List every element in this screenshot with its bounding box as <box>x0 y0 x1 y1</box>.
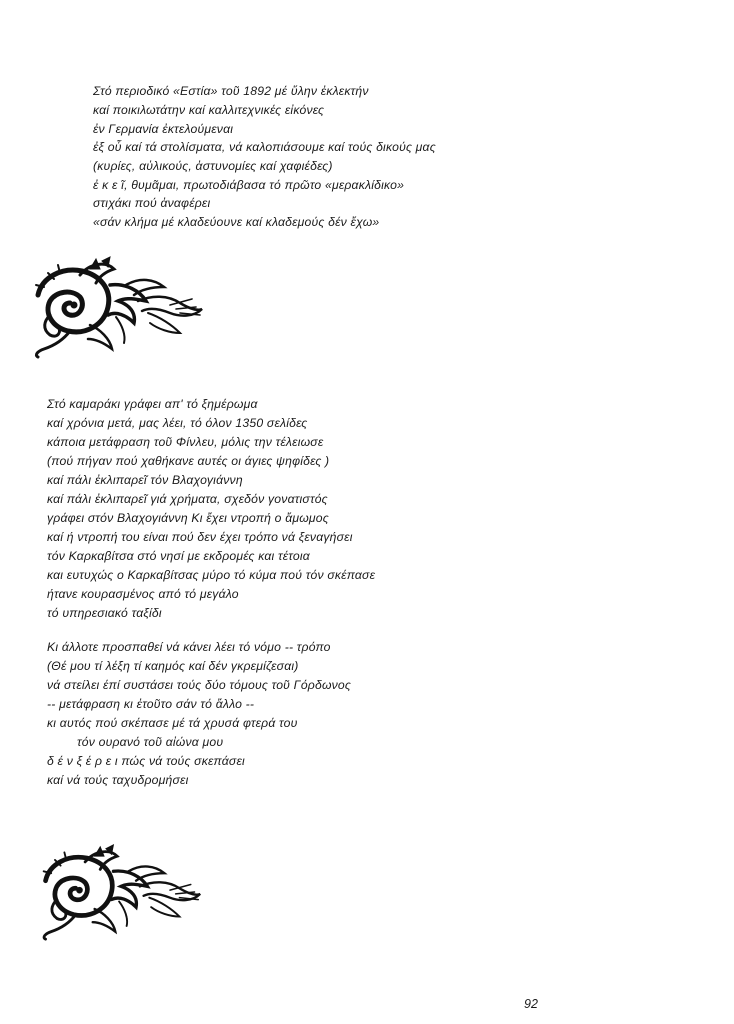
text-line: ἐξ οὗ καί τά στολίσματα, νά καλοπιάσουμε καί τούς δικούς μας <box>93 140 436 154</box>
text-line: καί πάλι ἐκλιπαρεῖ τόν Βλαχογιάννη <box>47 473 243 487</box>
page-number: 92 <box>524 997 538 1011</box>
text-line: νά στείλει έπί συστάσει τούς δύο τόμους τοῦ Γόρδωνος <box>47 678 352 692</box>
text-line: γράφει στόν Βλαχογιάννη Κι ἔχει ντροπή ο ἄμωμος <box>47 511 329 525</box>
text-line: καί χρόνια μετά, μας λέει, τό όλον 1350 σελίδες <box>47 416 308 430</box>
text-line: τόν ουρανό τοῦ αἰώνα μου <box>77 735 224 749</box>
text-line: ἐ κ ε ῖ, θυμᾶμαι, πρωτοδιάβασα τό πρῶτο «μερακλίδικο» <box>93 178 405 192</box>
text-line: και ευτυχώς ο Καρκαβίτσας μύρο τό κύμα πού τόν σκέπασε <box>47 568 376 582</box>
text-line: (Θέ μου τί λέξη τί καημός καί δέν γκρεμίζεσαι) <box>47 659 299 673</box>
text-line: καί ποικιλωτάτην καί καλλιτεχνικές εἰκόνες <box>93 103 325 117</box>
text-line: τό υπηρεσιακό ταξίδι <box>47 606 162 620</box>
floral-ornament-icon <box>38 840 203 945</box>
text-line: καί πάλι ἐκλιπαρεῖ γιά χρήματα, σχεδόν γονατιστός <box>47 492 328 506</box>
text-line: -- μετάφραση κι ἐτοῦτο σάν τό ἄλλο -- <box>47 697 255 711</box>
text-line: (πού πήγαν πού χαθήκανε αυτές οι άγιες ψηφίδες ) <box>47 454 330 468</box>
text-line: (κυρίες, αὐλικούς, ἀστυνομίες καί χαφιέδες) <box>93 159 333 173</box>
text-line: καί ή ντροπή του είναι πού δεν έχει τρόπο νά ξεναγήσει <box>47 530 353 544</box>
floral-ornament-icon <box>30 255 205 360</box>
text-line: στιχάκι πού ἀναφέρει <box>93 196 211 210</box>
text-line: καί νά τούς ταχυδρομήσει <box>47 773 189 787</box>
text-line: κι αυτός πού σκέπασε μέ τά χρυσά φτερά του <box>47 716 298 730</box>
text-line: ἐν Γερμανία ἐκτελούμεναι <box>93 122 234 136</box>
text-line: Στό καμαράκι γράφει απ' τό ξημέρωμα <box>47 397 258 411</box>
text-line: Κι άλλοτε προσπαθεί νά κάνει λέει τό νόμο -- τρόπο <box>47 640 331 654</box>
text-line: Στό περιοδικό «Εστία» τοῦ 1892 μέ ὕλην ἐκλεκτήν <box>93 84 369 98</box>
text-line: τόν Καρκαβίτσα στό νησί με εκδρομές και τέτοια <box>47 549 310 563</box>
text-line: κάποια μετάφραση τοῦ Φίνλευ, μόλις την τέλειωσε <box>47 435 324 449</box>
text-line: ήτανε κουρασμένος από τό μεγάλο <box>47 587 239 601</box>
text-line: «σάν κλήμα μέ κλαδεύουνε καί κλαδεμούς δέν ἔχω» <box>93 215 380 229</box>
text-line: δ έ ν ξ έ ρ ε ι πώς νά τούς σκεπάσει <box>47 754 245 768</box>
